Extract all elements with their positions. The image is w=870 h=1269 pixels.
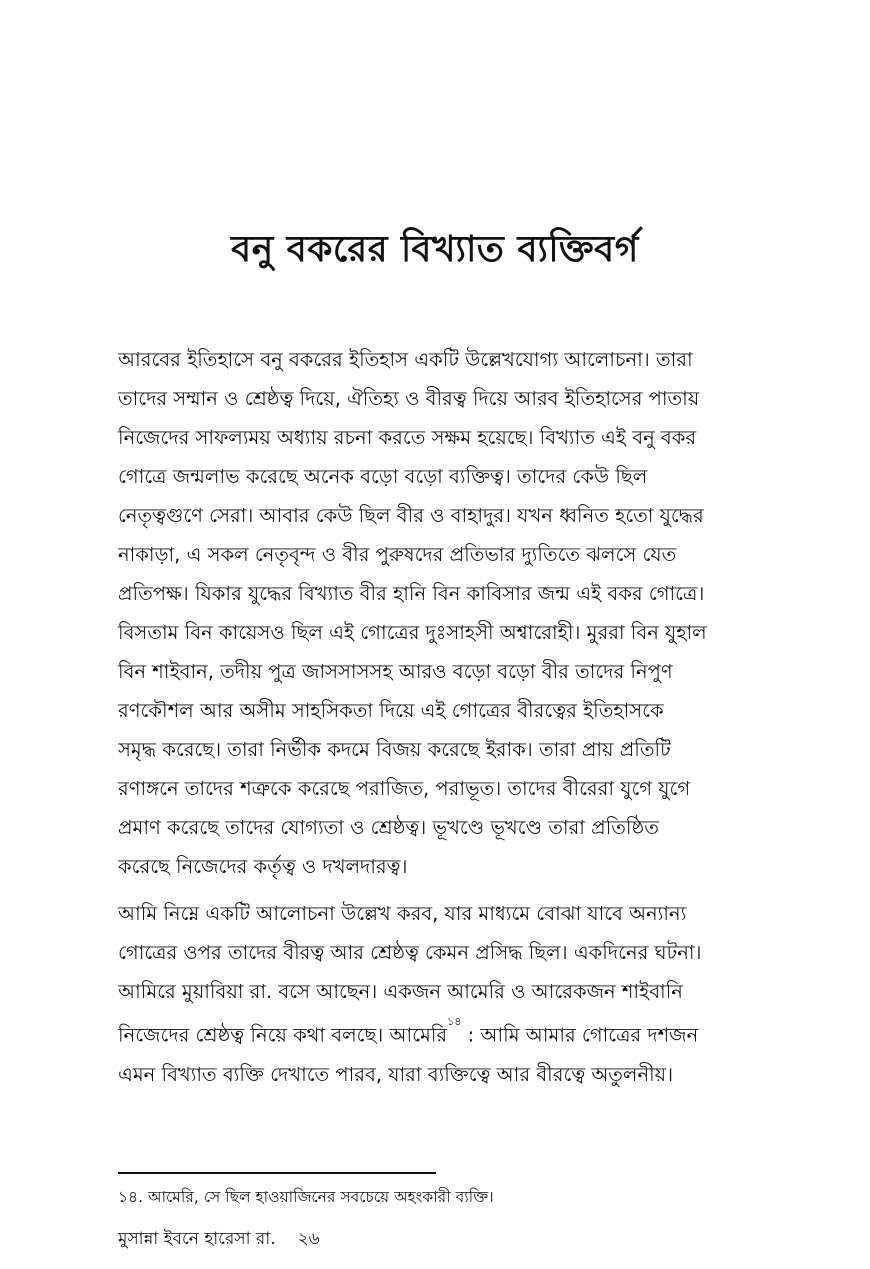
text-line: এমন বিখ্যাত ব্যক্তি দেখাতে পারব, যারা ব্যক্তিত্বে আর বীরত্বে অতুলনীয়।	[118, 1062, 674, 1086]
text-line: গোত্রে জন্মলাভ করেছে অনেক বড়ো বড়ো ব্যক্তিত্ব। তাদের কেউ ছিল	[118, 465, 648, 488]
footnote-reference[interactable]: ১৪	[447, 1015, 462, 1028]
footnote-divider	[118, 1172, 436, 1174]
text-segment: নিজেদের শ্রেষ্ঠত্ব নিয়ে কথা বলছে। আমেরি	[118, 1023, 448, 1047]
paragraph-2	[118, 894, 752, 1094]
text-line: প্রতিপক্ষ। যিকার যুদ্ধের বিখ্যাত বীর হানি বিন কাবিসার জন্ম এই বকর গোত্রে।	[118, 582, 705, 605]
text-line: নাকাড়া, এ সকল নেতৃবৃন্দ ও বীর পুরুষদের প্রতিভার দ্যুতিতে ঝলসে যেত	[118, 543, 677, 566]
text-line: নিজেদের সাফল্যময় অধ্যায় রচনা করতে সক্ষম হয়েছে। বিখ্যাত এই বনু বকর	[118, 426, 697, 449]
page-footer	[118, 1226, 320, 1252]
text-line: প্রমাণ করেছে তাদের যোগ্যতা ও শ্রেষ্ঠত্ব। ভূখণ্ডে ভূখণ্ডে তারা প্রতিষ্ঠিত	[118, 816, 659, 839]
text-line: সমৃদ্ধ করেছে। তারা নির্ভীক কদমে বিজয় করেছে ইরাক। তারা প্রায় প্রতিটি	[118, 738, 671, 761]
text-line: নেতৃত্বগুণে সেরা। আবার কেউ ছিল বীর ও বাহাদুর। যখন ধ্বনিত হতো যুদ্ধের	[118, 504, 704, 527]
text-line: করেছে নিজেদের কর্তৃত্ব ও দখলদারত্ব।	[118, 855, 408, 878]
text-line: বিন শাইবান, তদীয় পুত্র জাসসাসসহ আরও বড়ো বড়ো বীর তাদের নিপুণ	[118, 660, 673, 683]
text-line-with-footnote	[118, 1011, 752, 1055]
chapter-title: বনু বকরের বিখ্যাত ব্যক্তিবর্গ	[231, 229, 639, 271]
text-line: আমিরে মুয়াবিয়া রা. বসে আছেন। একজন আমেরি ও আরেকজন শাইবানি	[118, 980, 683, 1003]
text-line: রণকৌশল আর অসীম সাহসিকতা দিয়ে এই গোত্রের বীরত্বের ইতিহাসকে	[118, 699, 664, 722]
running-book-title: মুসান্না ইবনে হারেসা রা.	[118, 1229, 276, 1249]
text-line: বিসতাম বিন কায়েসও ছিল এই গোত্রের দুঃসাহসী অশ্বারোহী। মুররা বিন যুহাল	[118, 621, 707, 644]
body-text	[118, 340, 752, 1102]
paragraph-1	[118, 340, 752, 886]
text-line: তাদের সম্মান ও শ্রেষ্ঠত্ব দিয়ে, ঐতিহ্য ও বীরত্ব দিয়ে আরব ইতিহাসের পাতায়	[118, 387, 700, 410]
text-segment: : আমি আমার গোত্রের দশজন	[461, 1023, 699, 1047]
text-line: রণাঙ্গনে তাদের শত্রুকে করেছে পরাজিত, পরাভূত। তাদের বীরেরা যুগে যুগে	[118, 777, 691, 800]
text-line: গোত্রের ওপর তাদের বীরত্ব আর শ্রেষ্ঠত্ব কেমন প্রসিদ্ধ ছিল। একদিনের ঘটনা।	[118, 941, 702, 964]
footnote: ১৪. আমেরি, সে ছিল হাওয়াজিনের সবচেয়ে অহংকারী ব্যক্তি।	[118, 1188, 494, 1206]
page-number: ২৬	[297, 1229, 320, 1249]
text-line: আরবের ইতিহাসে বনু বকরের ইতিহাস একটি উল্লেখযোগ্য আলোচনা। তারা	[118, 348, 693, 371]
text-line: আমি নিম্নে একটি আলোচনা উল্লেখ করব, যার মাধ্যমে বোঝা যাবে অন্যান্য	[118, 902, 687, 925]
